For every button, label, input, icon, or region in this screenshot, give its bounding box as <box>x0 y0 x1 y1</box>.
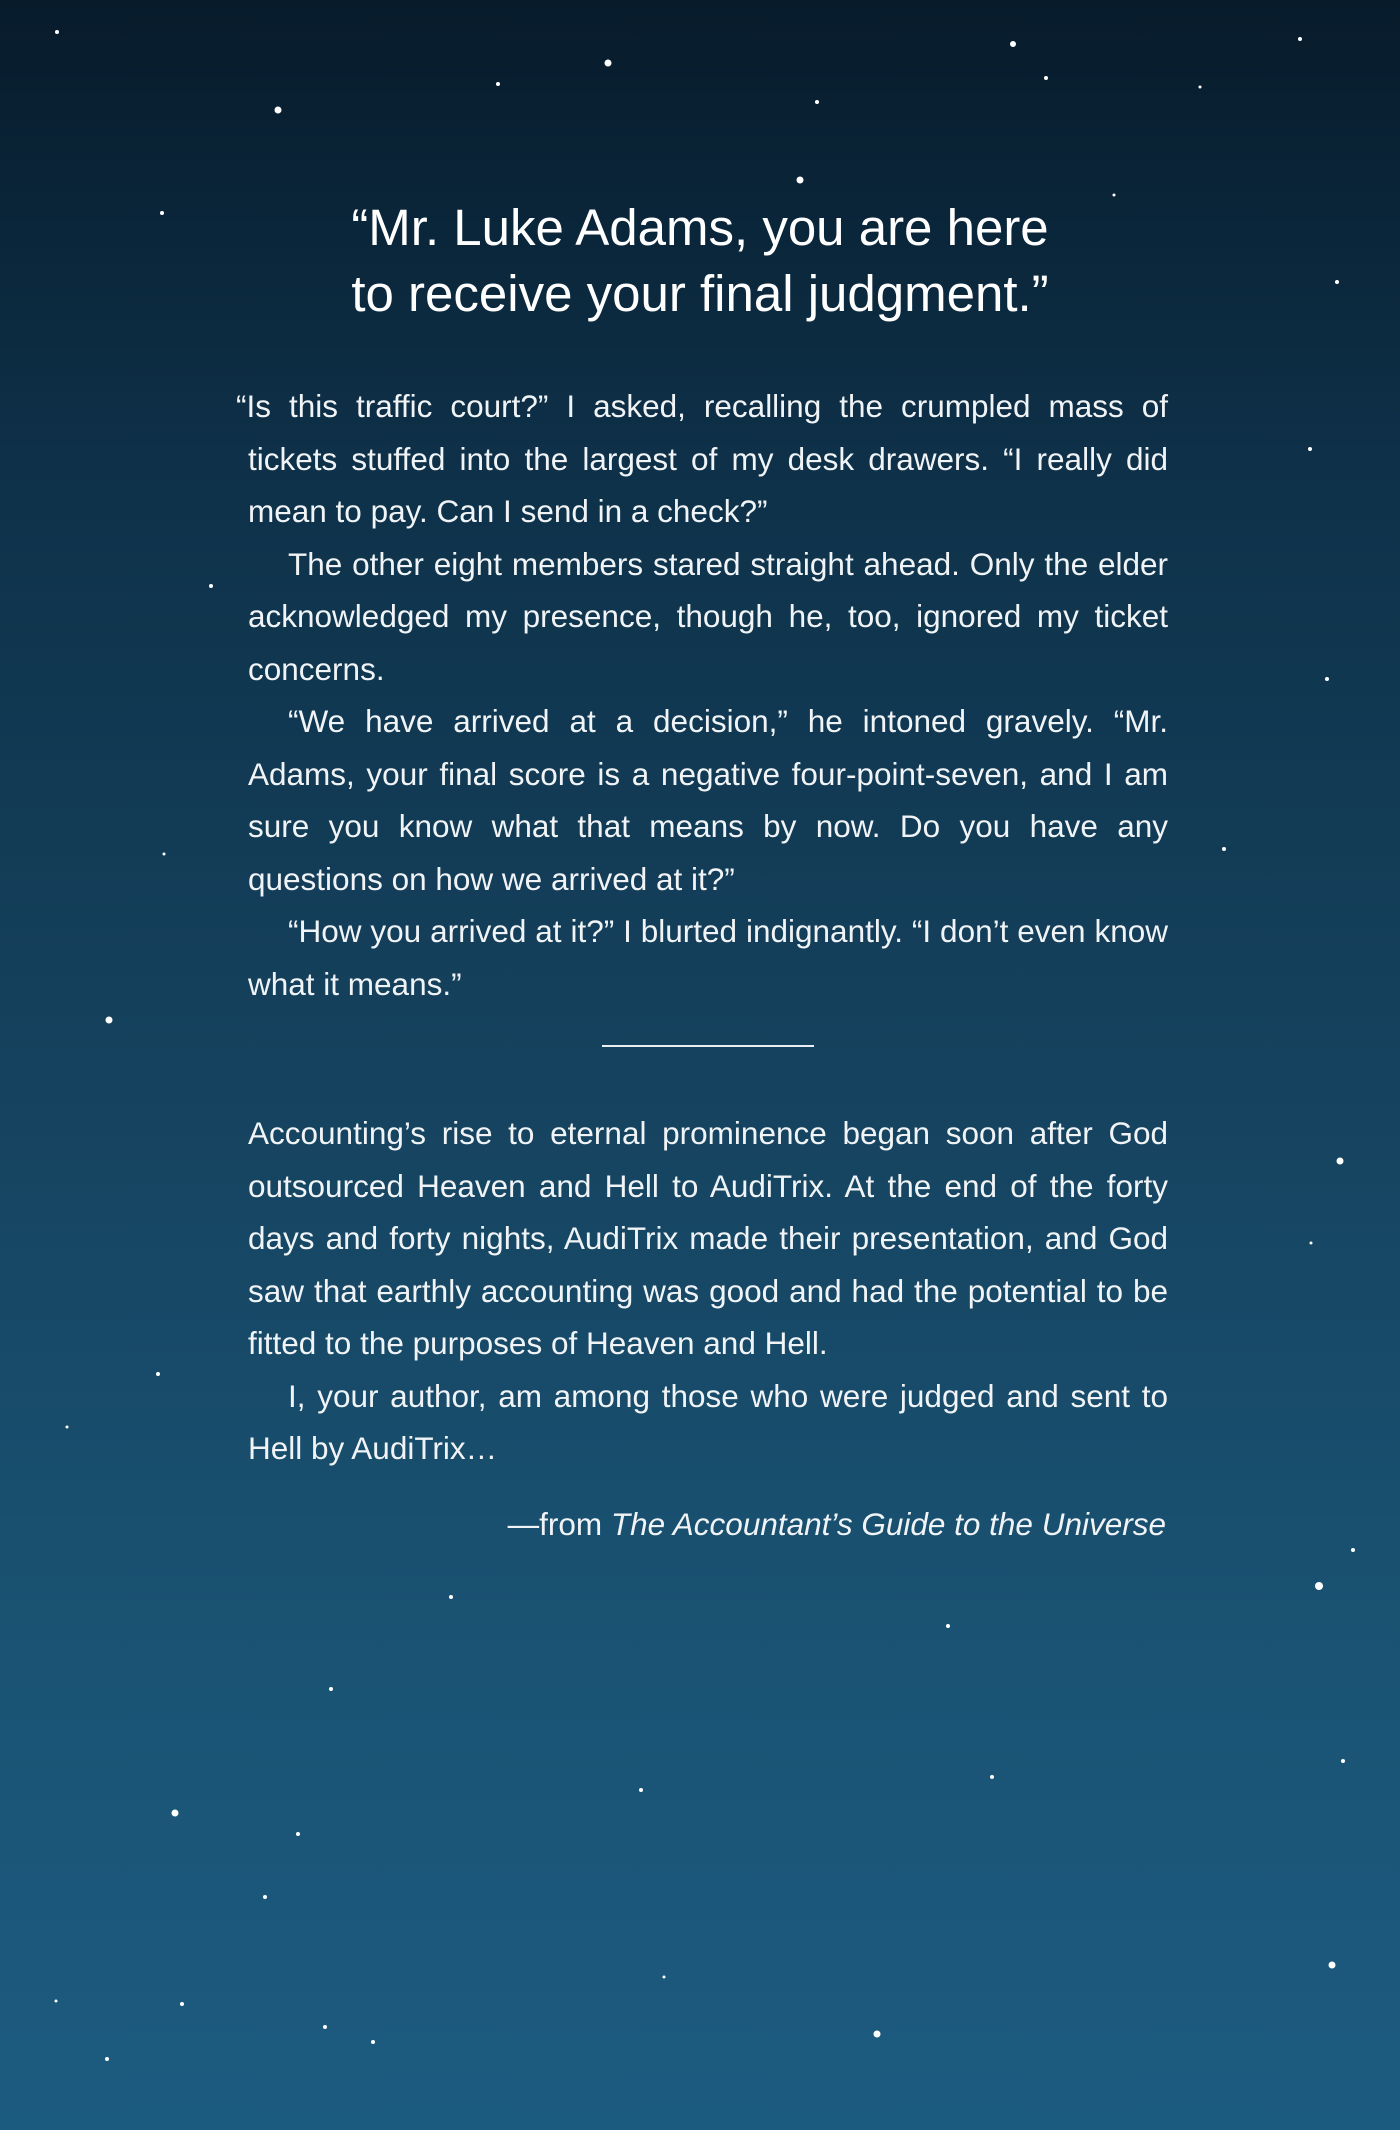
excerpt-paragraph: “How you arrived at it?” I blurted indignantly. “I don’t even know what it means.” <box>248 913 1168 1002</box>
excerpt-paragraph: “We have arrived at a decision,” he intoned gravely. “Mr. Adams, your final score is a negative four-point-seven, and I am sure you know what that means by now. Do you have any questions on how we arrived at it?” <box>248 703 1168 897</box>
excerpt-paragraph: The other eight members stared straight ahead. Only the elder acknowledged my presence, though he, too, ignored my ticket concerns. <box>248 545 1168 687</box>
book-title: The Accountant’s Guide to the Universe <box>610 1506 1166 1542</box>
intro-paragraph: I, your author, am among those who were judged and sent to Hell by AudiTrix… <box>248 1377 1168 1466</box>
headline-quote <box>200 195 1200 327</box>
excerpt-paragraph: “Is this traffic court?” I asked, recalling the crumpled mass of tickets stuffed into the largest of my desk drawers. “I really did mean to pay. Can I send in a check?” <box>236 388 1168 529</box>
book-excerpt <box>236 380 1168 1010</box>
headline-line-2: to receive your final judgment.” <box>351 265 1049 322</box>
headline-line-1: “Mr. Luke Adams, you are here <box>351 199 1049 256</box>
attribution-prefix: —from <box>507 1506 603 1542</box>
intro-paragraph: Accounting’s rise to eternal prominence began soon after God outsourced Heaven and Hell to AudiTrix. At the end of the forty days and forty nights, AudiTrix made their presentation, and God saw that earthly accounting was good and had the potential to be fitted to the purposes of Heaven and Hell. <box>248 1115 1168 1361</box>
section-divider <box>602 1045 814 1047</box>
attribution <box>248 1498 1166 1550</box>
book-introduction <box>248 1107 1168 1475</box>
